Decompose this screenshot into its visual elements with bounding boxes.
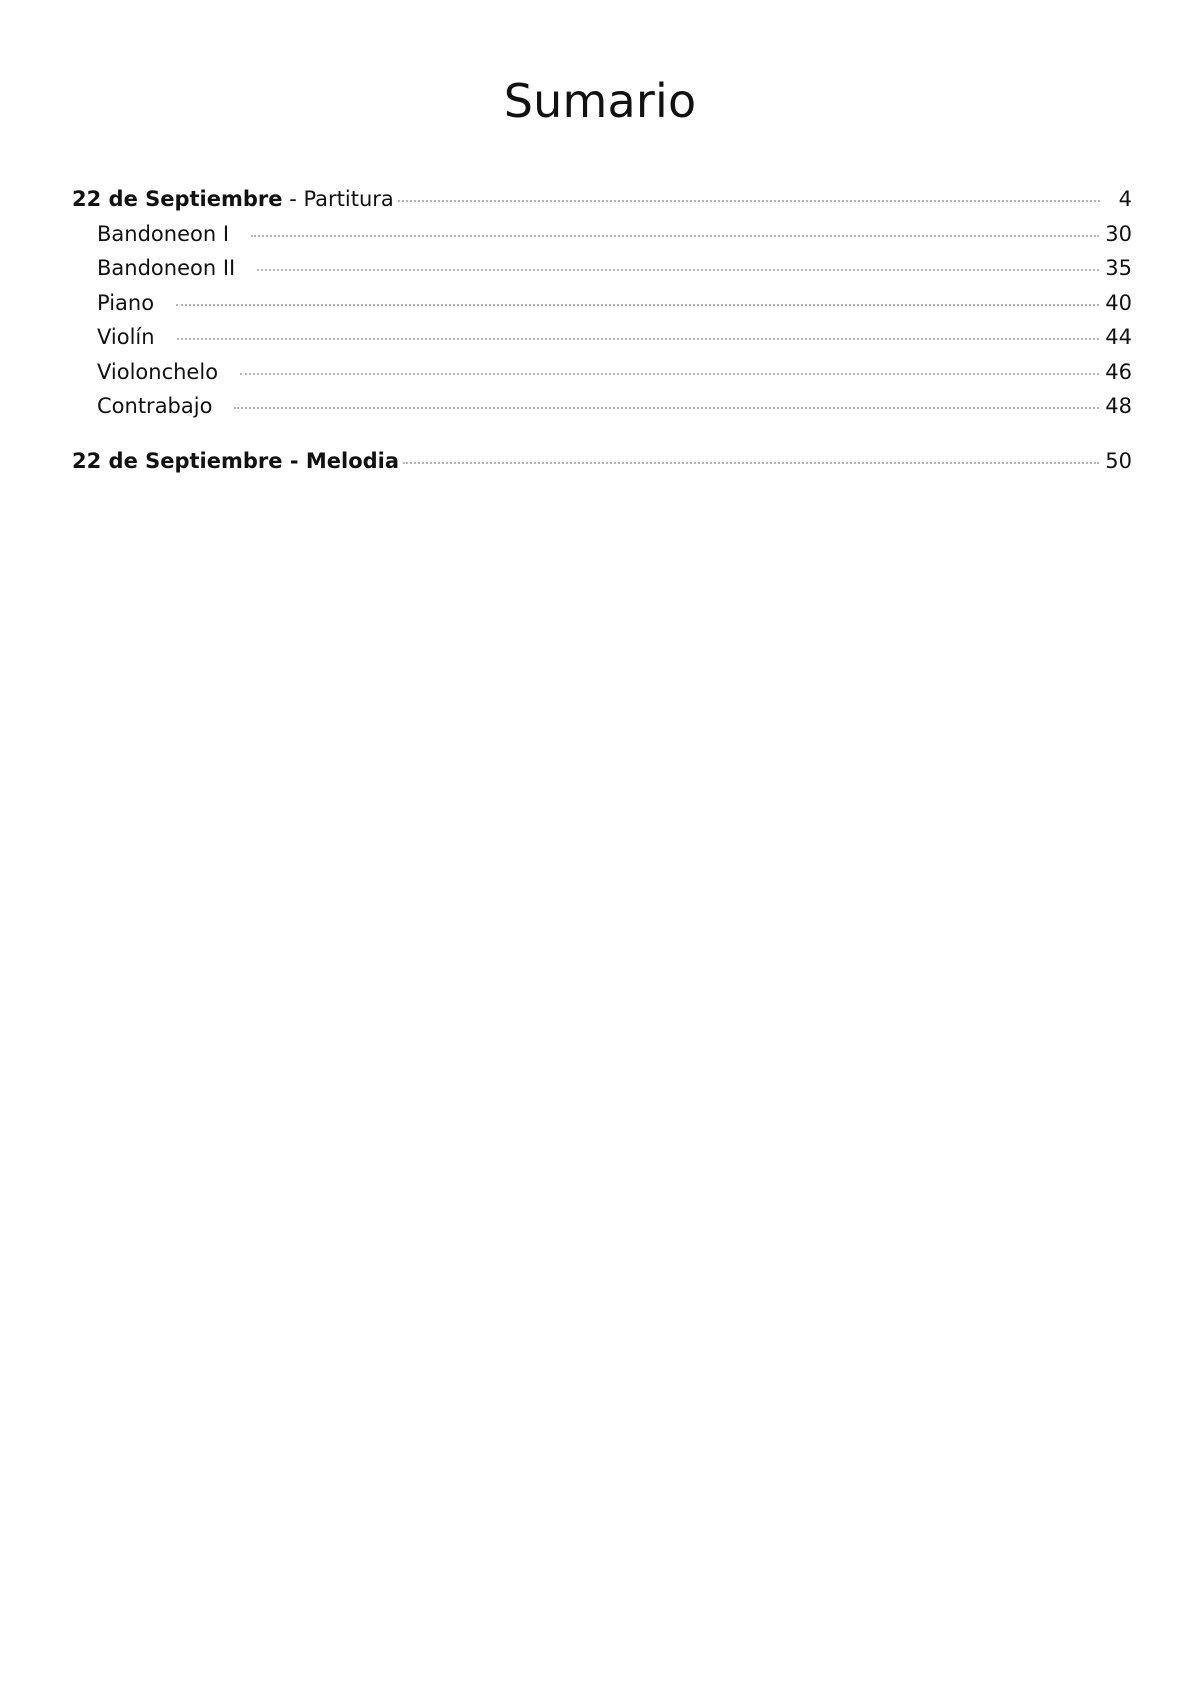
dot-leader (177, 337, 1100, 340)
toc-entry-partitura[interactable] (72, 182, 1132, 217)
toc-entry-title-bold: 22 de Septiembre (72, 187, 283, 211)
toc-entry-melodia[interactable] (72, 444, 1132, 479)
toc-entry-label (72, 444, 399, 479)
toc-page-number: 44 (1105, 325, 1132, 349)
dot-leader (240, 372, 1099, 375)
toc-page-number: 46 (1105, 359, 1132, 384)
dot-leader (234, 406, 1099, 409)
page-title: Sumario (503, 74, 697, 128)
toc-entry-title-bold: 22 de Septiembre - Melodia (72, 448, 400, 473)
dot-leader (398, 199, 1100, 202)
table-of-contents (72, 182, 1132, 478)
toc-page-number: 30 (1105, 221, 1132, 246)
toc-page-number: 50 (1105, 448, 1132, 473)
toc-page-number: 35 (1105, 256, 1132, 280)
toc-entry-label: Violonchelo (97, 359, 219, 384)
toc-page-number: 4 (1118, 187, 1132, 211)
toc-entry-contrabajo[interactable] (72, 389, 1132, 424)
toc-entry-piano[interactable] (72, 286, 1132, 321)
dot-leader (403, 461, 1099, 464)
toc-page-number: 40 (1105, 290, 1132, 315)
toc-entry-label: Violín (97, 325, 155, 349)
dot-leader (251, 234, 1099, 237)
toc-entry-bandoneon-1[interactable] (72, 217, 1132, 252)
toc-entry-label: Bandoneon I (97, 221, 230, 246)
toc-entry-label: Bandoneon II (97, 256, 236, 280)
dot-leader (176, 303, 1099, 306)
toc-entry-violonchelo[interactable] (72, 355, 1132, 390)
toc-entry-title-suffix: - Partitura (282, 187, 394, 211)
toc-entry-label: Contrabajo (97, 394, 213, 418)
toc-entry-violin[interactable] (72, 320, 1132, 355)
toc-entry-label: Piano (97, 290, 155, 315)
dot-leader (257, 268, 1099, 271)
toc-entry-label (72, 182, 394, 217)
toc-page-number: 48 (1105, 394, 1132, 418)
toc-entry-bandoneon-2[interactable] (72, 251, 1132, 286)
